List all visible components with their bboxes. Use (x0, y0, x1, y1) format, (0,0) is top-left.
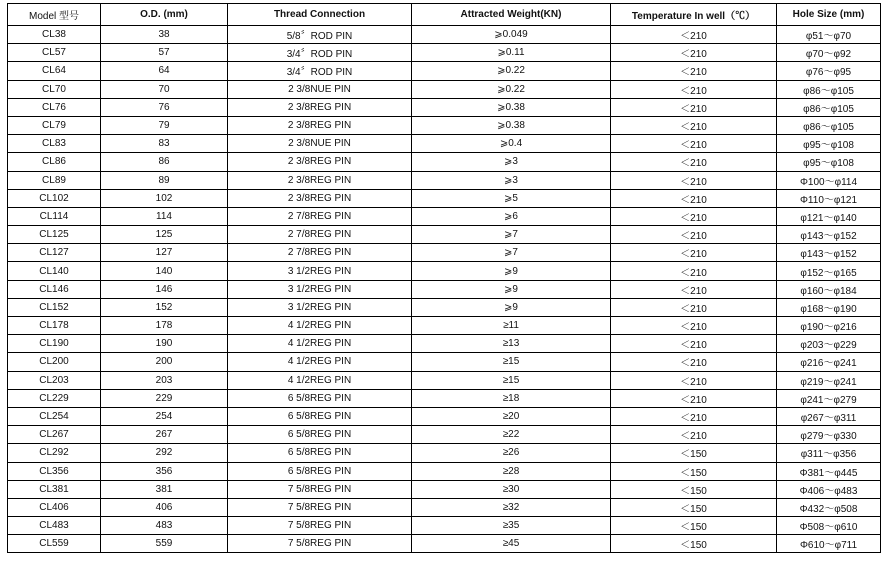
cell-temperature: ＜210 (611, 207, 777, 225)
table-row (8, 244, 881, 262)
cell-od: 146 (101, 280, 228, 298)
spec-table (7, 3, 881, 553)
cell-od: 483 (101, 517, 228, 535)
table-row (8, 98, 881, 116)
cell-thread-connection: 6 5/8REG PIN (228, 444, 412, 462)
table-row (8, 226, 881, 244)
cell-od: 152 (101, 298, 228, 316)
cell-temperature: ＜150 (611, 498, 777, 516)
cell-thread-connection: 2 3/8REG PIN (228, 189, 412, 207)
cell-thread-connection: 3 1/2REG PIN (228, 298, 412, 316)
cell-temperature: ＜210 (611, 389, 777, 407)
cell-hole-size: Φ432～φ508 (777, 498, 881, 516)
cell-thread-connection: 6 5/8REG PIN (228, 389, 412, 407)
cell-temperature: ＜150 (611, 517, 777, 535)
cell-attracted-weight: ⩾3 (412, 153, 611, 171)
cell-od: 86 (101, 153, 228, 171)
cell-hole-size: φ203～φ229 (777, 335, 881, 353)
cell-thread-connection: 6 5/8REG PIN (228, 426, 412, 444)
header-od: O.D. (mm) (101, 4, 228, 26)
cell-temperature: ＜210 (611, 98, 777, 116)
table-row (8, 135, 881, 153)
cell-od: 254 (101, 407, 228, 425)
table-row (8, 535, 881, 553)
cell-attracted-weight: ≥18 (412, 389, 611, 407)
cell-model: CL140 (8, 262, 101, 280)
table-row (8, 44, 881, 62)
cell-thread-connection: 4 1/2REG PIN (228, 317, 412, 335)
cell-model: CL254 (8, 407, 101, 425)
cell-od: 102 (101, 189, 228, 207)
cell-temperature: ＜150 (611, 480, 777, 498)
cell-attracted-weight: ⩾0.38 (412, 116, 611, 134)
header-thread-connection: Thread Connection (228, 4, 412, 26)
cell-temperature: ＜210 (611, 171, 777, 189)
cell-attracted-weight: ≥32 (412, 498, 611, 516)
cell-od: 83 (101, 135, 228, 153)
cell-attracted-weight: ≥35 (412, 517, 611, 535)
cell-thread-connection: 7 5/8REG PIN (228, 480, 412, 498)
cell-od: 140 (101, 262, 228, 280)
cell-attracted-weight: ≥20 (412, 407, 611, 425)
cell-thread-connection: 2 3/8REG PIN (228, 116, 412, 134)
cell-hole-size: φ95～φ108 (777, 135, 881, 153)
cell-temperature: ＜210 (611, 335, 777, 353)
cell-attracted-weight: ≥45 (412, 535, 611, 553)
cell-attracted-weight: ≥11 (412, 317, 611, 335)
table-row (8, 171, 881, 189)
cell-hole-size: φ241～φ279 (777, 389, 881, 407)
cell-hole-size: φ168～φ190 (777, 298, 881, 316)
cell-attracted-weight: ⩾0.38 (412, 98, 611, 116)
cell-od: 76 (101, 98, 228, 116)
cell-temperature: ＜210 (611, 189, 777, 207)
table-row (8, 262, 881, 280)
cell-model: CL203 (8, 371, 101, 389)
cell-od: 89 (101, 171, 228, 189)
cell-hole-size: Φ381～φ445 (777, 462, 881, 480)
cell-attracted-weight: ≥13 (412, 335, 611, 353)
cell-temperature: ＜210 (611, 135, 777, 153)
cell-temperature: ＜210 (611, 226, 777, 244)
cell-hole-size: φ95～φ108 (777, 153, 881, 171)
cell-hole-size: Φ406～φ483 (777, 480, 881, 498)
cell-hole-size: Φ100～φ114 (777, 171, 881, 189)
table-row (8, 62, 881, 80)
cell-hole-size: φ143～φ152 (777, 244, 881, 262)
cell-thread-connection: 3 1/2REG PIN (228, 262, 412, 280)
cell-thread-connection: 4 1/2REG PIN (228, 335, 412, 353)
table-row (8, 207, 881, 225)
cell-model: CL190 (8, 335, 101, 353)
cell-hole-size: φ86～φ105 (777, 80, 881, 98)
cell-od: 38 (101, 26, 228, 44)
cell-od: 178 (101, 317, 228, 335)
cell-model: CL125 (8, 226, 101, 244)
table-row (8, 407, 881, 425)
cell-hole-size: Φ610～φ711 (777, 535, 881, 553)
cell-model: CL83 (8, 135, 101, 153)
cell-hole-size: φ160～φ184 (777, 280, 881, 298)
cell-thread-connection: 2 7/8REG PIN (228, 226, 412, 244)
table-row (8, 480, 881, 498)
cell-od: 381 (101, 480, 228, 498)
table-body (8, 26, 881, 553)
cell-model: CL152 (8, 298, 101, 316)
table-row (8, 353, 881, 371)
cell-model: CL200 (8, 353, 101, 371)
cell-hole-size: φ70～φ92 (777, 44, 881, 62)
table-row (8, 80, 881, 98)
table-row (8, 280, 881, 298)
cell-thread-connection: 3 1/2REG PIN (228, 280, 412, 298)
cell-hole-size: φ86～φ105 (777, 98, 881, 116)
cell-hole-size: φ311～φ356 (777, 444, 881, 462)
cell-od: 406 (101, 498, 228, 516)
cell-model: CL406 (8, 498, 101, 516)
cell-model: CL356 (8, 462, 101, 480)
cell-thread-connection: 2 3/8REG PIN (228, 153, 412, 171)
cell-model: CL114 (8, 207, 101, 225)
cell-model: CL127 (8, 244, 101, 262)
cell-thread-connection: 2 7/8REG PIN (228, 207, 412, 225)
cell-temperature: ＜210 (611, 244, 777, 262)
cell-hole-size: φ86～φ105 (777, 116, 881, 134)
cell-hole-size: φ76～φ95 (777, 62, 881, 80)
cell-temperature: ＜150 (611, 535, 777, 553)
cell-model: CL559 (8, 535, 101, 553)
table-row (8, 462, 881, 480)
cell-od: 190 (101, 335, 228, 353)
table-row (8, 298, 881, 316)
cell-attracted-weight: ⩾6 (412, 207, 611, 225)
cell-temperature: ＜210 (611, 317, 777, 335)
cell-thread-connection: 4 1/2REG PIN (228, 371, 412, 389)
header-temperature: Temperature In well（℃） (611, 4, 777, 26)
cell-thread-connection: 2 3/8NUE PIN (228, 135, 412, 153)
cell-od: 200 (101, 353, 228, 371)
cell-attracted-weight: ≥15 (412, 371, 611, 389)
cell-temperature: ＜210 (611, 62, 777, 80)
cell-model: CL70 (8, 80, 101, 98)
cell-temperature: ＜210 (611, 44, 777, 62)
table-row (8, 317, 881, 335)
cell-hole-size: φ152～φ165 (777, 262, 881, 280)
table-row (8, 335, 881, 353)
cell-temperature: ＜210 (611, 262, 777, 280)
table-row (8, 116, 881, 134)
cell-temperature: ＜150 (611, 444, 777, 462)
cell-temperature: ＜210 (611, 280, 777, 298)
cell-hole-size: φ267～φ311 (777, 407, 881, 425)
table-row (8, 189, 881, 207)
cell-od: 127 (101, 244, 228, 262)
cell-thread-connection: 2 3/8REG PIN (228, 171, 412, 189)
cell-attracted-weight: ⩾9 (412, 298, 611, 316)
cell-model: CL229 (8, 389, 101, 407)
cell-od: 125 (101, 226, 228, 244)
cell-attracted-weight: ≥30 (412, 480, 611, 498)
table-row (8, 371, 881, 389)
cell-model: CL483 (8, 517, 101, 535)
cell-attracted-weight: ⩾5 (412, 189, 611, 207)
cell-hole-size: φ216～φ241 (777, 353, 881, 371)
cell-thread-connection: 3/4〞ROD PIN (228, 44, 412, 62)
cell-temperature: ＜210 (611, 80, 777, 98)
cell-attracted-weight: ⩾7 (412, 244, 611, 262)
cell-model: CL57 (8, 44, 101, 62)
cell-thread-connection: 6 5/8REG PIN (228, 407, 412, 425)
cell-model: CL38 (8, 26, 101, 44)
cell-model: CL76 (8, 98, 101, 116)
cell-model: CL146 (8, 280, 101, 298)
cell-model: CL89 (8, 171, 101, 189)
cell-model: CL267 (8, 426, 101, 444)
cell-hole-size: φ190～φ216 (777, 317, 881, 335)
header-hole-size: Hole Size (mm) (777, 4, 881, 26)
cell-od: 356 (101, 462, 228, 480)
cell-hole-size: φ219～φ241 (777, 371, 881, 389)
cell-hole-size: φ51～φ70 (777, 26, 881, 44)
cell-model: CL292 (8, 444, 101, 462)
table-row (8, 26, 881, 44)
cell-attracted-weight: ⩾9 (412, 280, 611, 298)
cell-od: 559 (101, 535, 228, 553)
cell-model: CL102 (8, 189, 101, 207)
cell-od: 57 (101, 44, 228, 62)
cell-od: 79 (101, 116, 228, 134)
cell-temperature: ＜210 (611, 298, 777, 316)
cell-temperature: ＜210 (611, 426, 777, 444)
cell-attracted-weight: ⩾0.22 (412, 80, 611, 98)
cell-temperature: ＜210 (611, 371, 777, 389)
cell-thread-connection: 4 1/2REG PIN (228, 353, 412, 371)
cell-temperature: ＜210 (611, 153, 777, 171)
cell-hole-size: φ279～φ330 (777, 426, 881, 444)
cell-hole-size: Φ508～φ610 (777, 517, 881, 535)
cell-attracted-weight: ⩾0.22 (412, 62, 611, 80)
cell-od: 267 (101, 426, 228, 444)
cell-temperature: ＜210 (611, 353, 777, 371)
cell-od: 203 (101, 371, 228, 389)
header-model: Model 型号 (8, 4, 101, 26)
cell-thread-connection: 2 7/8REG PIN (228, 244, 412, 262)
cell-attracted-weight: ⩾0.049 (412, 26, 611, 44)
cell-od: 114 (101, 207, 228, 225)
table-row (8, 389, 881, 407)
cell-model: CL64 (8, 62, 101, 80)
cell-hole-size: φ121～φ140 (777, 207, 881, 225)
table-row (8, 444, 881, 462)
cell-attracted-weight: ⩾7 (412, 226, 611, 244)
cell-model: CL381 (8, 480, 101, 498)
table-row (8, 498, 881, 516)
cell-thread-connection: 5/8〞ROD PIN (228, 26, 412, 44)
cell-attracted-weight: ≥28 (412, 462, 611, 480)
header-row (8, 4, 881, 26)
cell-od: 64 (101, 62, 228, 80)
cell-model: CL86 (8, 153, 101, 171)
table-row (8, 426, 881, 444)
cell-temperature: ＜210 (611, 407, 777, 425)
cell-model: CL79 (8, 116, 101, 134)
cell-temperature: ＜210 (611, 26, 777, 44)
table-row (8, 517, 881, 535)
cell-od: 229 (101, 389, 228, 407)
cell-attracted-weight: ≥26 (412, 444, 611, 462)
cell-thread-connection: 7 5/8REG PIN (228, 517, 412, 535)
cell-thread-connection: 7 5/8REG PIN (228, 498, 412, 516)
spec-table-container (7, 3, 880, 553)
cell-attracted-weight: ⩾0.4 (412, 135, 611, 153)
cell-thread-connection: 6 5/8REG PIN (228, 462, 412, 480)
cell-attracted-weight: ⩾0.11 (412, 44, 611, 62)
cell-attracted-weight: ⩾3 (412, 171, 611, 189)
cell-model: CL178 (8, 317, 101, 335)
cell-od: 70 (101, 80, 228, 98)
cell-attracted-weight: ≥15 (412, 353, 611, 371)
cell-thread-connection: 2 3/8REG PIN (228, 98, 412, 116)
cell-temperature: ＜150 (611, 462, 777, 480)
cell-hole-size: Φ110～φ121 (777, 189, 881, 207)
cell-thread-connection: 7 5/8REG PIN (228, 535, 412, 553)
cell-hole-size: φ143～φ152 (777, 226, 881, 244)
cell-thread-connection: 3/4〞ROD PIN (228, 62, 412, 80)
cell-od: 292 (101, 444, 228, 462)
table-row (8, 153, 881, 171)
cell-attracted-weight: ⩾9 (412, 262, 611, 280)
cell-temperature: ＜210 (611, 116, 777, 134)
header-attracted-weight: Attracted Weight(KN) (412, 4, 611, 26)
cell-thread-connection: 2 3/8NUE PIN (228, 80, 412, 98)
cell-attracted-weight: ≥22 (412, 426, 611, 444)
